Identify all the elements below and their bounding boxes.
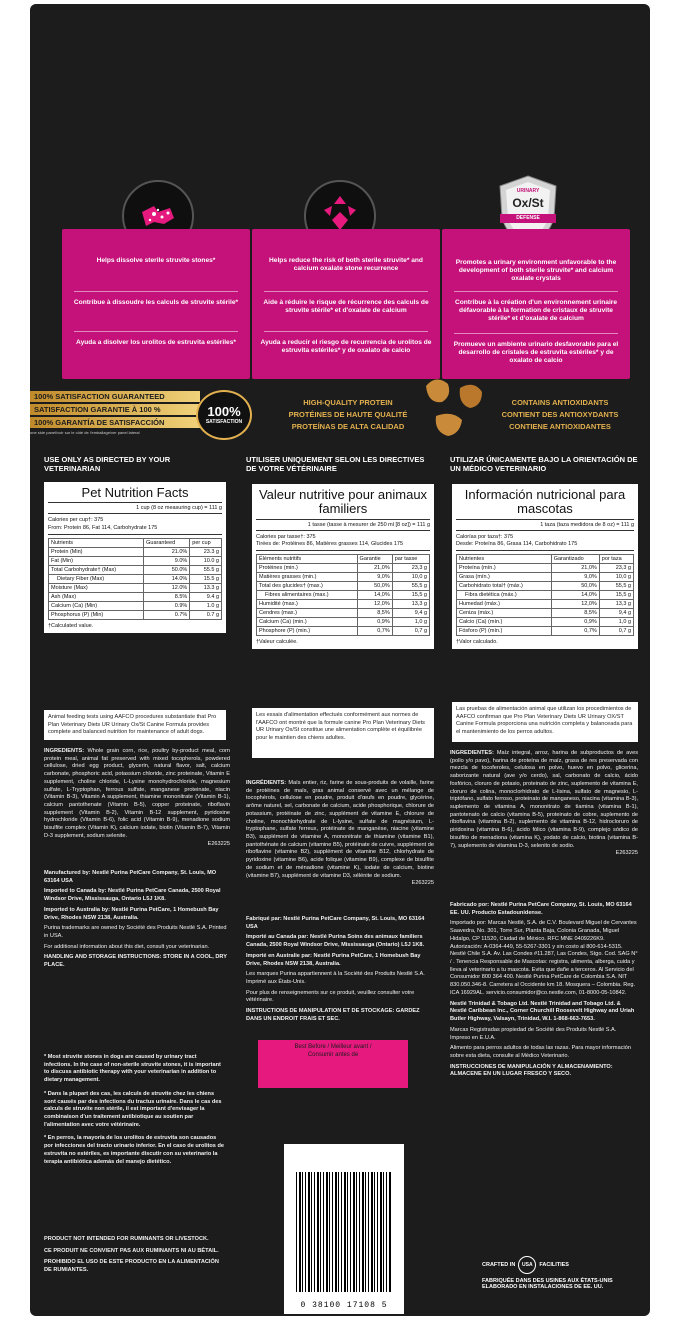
antioxidants-en: CONTAINS ANTIOXIDANTS [511, 398, 609, 407]
guaranteed: 21,0% [551, 564, 599, 573]
ruminants-en: PRODUCT NOT INTENDED FOR RUMINANTS OR LIVESTOCK. [44, 1236, 209, 1242]
trademark: Les marques Purina appartiennent à la Société des Produits Nestlé S.A. Imprimé aux États-Unis. [246, 971, 425, 986]
col-header: Nutrients [49, 539, 144, 548]
kibble-image [416, 372, 496, 452]
best-before-label-es: Consumir antes de [307, 1051, 359, 1058]
col-header: Éléments nutritifs [257, 555, 358, 564]
per-cup: 15,5 g [392, 591, 429, 600]
per-cup: 0,7 g [599, 627, 633, 636]
satisfaction-note: one side panel/voir sur le côté de l'emballage/ver panel lateral [30, 430, 140, 435]
protein-fr: PROTÉINES DE HAUTE QUALITÉ [288, 410, 408, 419]
serving-size: 1 tasse (tasse à mesurer de 250 ml [8 oz]) = 111 g [256, 520, 430, 531]
guaranteed: 0,9% [357, 618, 392, 627]
guaranteed: 8.5% [144, 593, 190, 602]
per-cup: 10,0 g [599, 573, 633, 582]
guaranteed: 8,5% [357, 609, 392, 618]
struvite-note-es: * En perros, la mayoría de los urolitos de estruvita son causados por infecciones del tracto urinario inferior. En el caso de urolitos de estruvita no estériles, es importante discutir con su veterinario la terapia antibiótica además del manejo dietético. [44, 1135, 224, 1165]
nutrient: Calcium (Ca) (min.) [257, 618, 358, 627]
batch-code: E263225 [615, 850, 638, 857]
guaranteed: 14,0% [551, 591, 599, 600]
benefit-panel-urinary-environment [442, 229, 630, 379]
per-cup: 13.3 g [190, 584, 222, 593]
nutrient: Ceniza (máx.) [457, 609, 552, 618]
guaranteed: 0,7% [357, 627, 392, 636]
divider [454, 333, 618, 334]
aafco-es: Las pruebas de alimentación animal que utilizan los procedimientos de AAFCO confirman que Pro Plan Veterinary Diets UR Urinary OX/ST Canine Formula proporciona una nutrición completa y balanceada para el mantenimiento de los perros adultos. [452, 702, 638, 742]
per-cup: 10,0 g [392, 573, 429, 582]
calories-breakdown: Desde: Proteína 86, Grasa 114, Carbohidrato 175 [456, 541, 578, 548]
calories-line: Calories par tasse†: 375 [256, 533, 316, 540]
table-row [257, 591, 430, 600]
protein-claim [288, 397, 408, 433]
table-row [257, 609, 430, 618]
benefit-fr: Aide à réduire le risque de récurrence des calculs de struvite stérile* et d'oxalate de calcium [263, 299, 429, 315]
batch-code: E263225 [207, 840, 230, 847]
table-row [457, 609, 634, 618]
per-cup: 0.7 g [190, 611, 222, 620]
per-cup: 13,3 g [392, 600, 429, 609]
ingredients-fr [246, 780, 434, 888]
importer-canada: Importé au Canada par: Nestlé Purina Soins des animaux familiers Canada, 2500 Royal Windsor Drive, Mississauga (Ontario) L5J 1K8. [246, 934, 425, 949]
table-row [257, 627, 430, 636]
importer-canada: Imported to Canada by: Nestlé Purina PetCare Canada, 2500 Royal Windsor Drive, Mississauga, Ontario L5J 1K8. [44, 888, 221, 903]
nutrition-facts-en [44, 482, 226, 633]
table-row [49, 611, 222, 620]
trademark: Purina trademarks are owned by Société des Produits Nestlé S.A. Printed in USA. [44, 925, 227, 940]
col-header: Nutrientes [457, 555, 552, 564]
importer-australia: Importé en Australie par: Nestlé Purina PetCare, 1 Homebush Bay Drive, Rhodes NSW 2138, Australia. [246, 952, 421, 967]
nutrient: Ash (Max) [49, 593, 144, 602]
direction-es: UTILIZAR ÚNICAMENTE BAJO LA ORIENTACIÓN DE UN MÉDICO VETERINARIO [450, 455, 638, 473]
consult-note: For additional information about this diet, consult your veterinarian. [44, 943, 210, 950]
benefit-es: Promueve un ambiente urinario desfavorable para el desarrollo de cristales de estruvita estériles* y de oxalato de calcio [453, 341, 619, 365]
nutrient: Cendres (max.) [257, 609, 358, 618]
ingredients-label: INGREDIENTS: [44, 748, 85, 754]
benefit-fr: Contribue à la création d'un environnement urinaire défavorable à la formation de cristaux de struvite stérile* et d'oxalate de calcium [454, 299, 618, 323]
per-cup: 23,3 g [599, 564, 633, 573]
divider [454, 291, 618, 292]
aafco-en: Animal feeding tests using AAFCO procedures substantiate that Pro Plan Veterinary Diets UR Urinary Ox/St Canine Formula provides complete and balanced nutrition for maintenance of adult dogs. [44, 710, 226, 740]
aafco-fr: Les essais d'alimentation effectués conformément aux normes de l'AAFCO ont montré que la formule canine Pro Plan Veterinary Diets UR Urinary Ox/St constitue une alimentation complète et équilibrée pour le maintien des chiens adultes. [252, 708, 434, 758]
nutrition-facts-fr [252, 484, 434, 649]
nutrient: Proteína (mín.) [457, 564, 552, 573]
nutrient: Grasa (mín.) [457, 573, 552, 582]
guaranteed: 21,0% [357, 564, 392, 573]
calories-line: Calorías por taza†: 375 [456, 533, 514, 540]
divider [264, 291, 428, 292]
benefit-en: Helps reduce the risk of both sterile struvite* and calcium oxalate stone recurrence [269, 257, 423, 273]
per-cup: 1,0 g [599, 618, 633, 627]
table-row [257, 600, 430, 609]
benefit-en: Helps dissolve sterile struvite stones* [96, 257, 216, 264]
guaranteed: 0,7% [551, 627, 599, 636]
divider [74, 291, 238, 292]
ruminants-fr: CE PRODUIT NE CONVIENT PAS AUX RUMINANTS NI AU BÉTAIL. [44, 1247, 219, 1254]
per-cup: 9,4 g [599, 609, 633, 618]
nutrient: Calcio (Ca) (mín.) [457, 618, 552, 627]
nutrient: Protein (Min) [49, 548, 144, 557]
table-row [49, 575, 222, 584]
defense-badge-main: Ox/St [512, 196, 544, 210]
table-row [49, 566, 222, 575]
table-row [457, 564, 634, 573]
satisfaction-block [30, 391, 200, 435]
per-cup: 55,5 g [599, 582, 633, 591]
benefit-panel-reduce-risk [252, 229, 440, 379]
serving-size: 1 cup (8 oz measuring cup) = 111 g [48, 503, 222, 514]
ruminants-warning [44, 1236, 224, 1275]
guaranteed: 0.9% [144, 602, 190, 611]
nutrient: Fat (Min) [49, 557, 144, 566]
calories [256, 531, 430, 552]
guaranteed: 21.0% [144, 548, 190, 557]
crafted-fr: FABRIQUÉE DANS DES USINES AUX ÉTATS-UNIS [482, 1278, 613, 1284]
antioxidants-es: CONTIENE ANTIOXIDANTES [509, 422, 611, 431]
nutrient: Phosphorus (P) (Min) [49, 611, 144, 620]
per-cup: 55,5 g [392, 582, 429, 591]
defense-badge-bottom: DEFENSE [516, 215, 540, 221]
benefit-es: Ayuda a disolver los urolitos de estruvita estériles* [76, 339, 236, 346]
crafted-es: ELABORADO EN INSTALACIONES DE EE. UU. [482, 1284, 604, 1290]
guaranteed: 0.7% [144, 611, 190, 620]
nutrient: Humedad (máx.) [457, 600, 552, 609]
table-row [257, 573, 430, 582]
per-cup: 10.0 g [190, 557, 222, 566]
satisfaction-fr: SATISFACTION GARANTIE À 100 % [30, 404, 200, 415]
trademark: Marcas Registradas propiedad de Société des Produits Nestlé S.A. Impreso en E.U.A. [450, 1026, 617, 1041]
nutrient: Calcium (Ca) (Min) [49, 602, 144, 611]
guaranteed: 9,0% [357, 573, 392, 582]
guaranteed: 0,9% [551, 618, 599, 627]
nutrient: Matières grasses (min.) [257, 573, 358, 582]
guaranteed: 8,5% [551, 609, 599, 618]
manufacturer: Fabricado por: Nestlé Purina PetCare Company, St. Louis, MO 63164 EE. UU. Producto Estadounidense. [450, 902, 632, 916]
per-cup: 15,5 g [599, 591, 633, 600]
table-row [49, 548, 222, 557]
nutrient: Fósforo (P) (mín.) [457, 627, 552, 636]
manufacturer: Fabriqué par: Nestlé Purina PetCare Company, St. Louis, MO 63164 USA [246, 916, 425, 930]
calories [48, 514, 222, 535]
company-info-en [44, 870, 230, 970]
satisfaction-es: 100% GARANTÍA DE SATISFACCIÓN [30, 417, 200, 428]
per-cup: 55.5 g [190, 566, 222, 575]
seal-word: SATISFACTION [205, 419, 243, 425]
calories-breakdown: From: Protein 86, Fat 114, Carbohydrate 175 [48, 524, 158, 531]
guaranteed: 50,0% [357, 582, 392, 591]
batch-code: E263225 [411, 880, 434, 887]
table-row [49, 584, 222, 593]
footnote: †Calculated value. [48, 623, 94, 630]
col-header: per cup [190, 539, 222, 548]
nutrition-title: Pet Nutrition Facts [48, 486, 222, 503]
guaranteed: 12,0% [357, 600, 392, 609]
nutrient: Fibra dietética (máx.) [457, 591, 552, 600]
table-row [457, 600, 634, 609]
guaranteed: 12.0% [144, 584, 190, 593]
direction-en: USE ONLY AS DIRECTED BY YOUR VETERINARIAN [44, 455, 171, 473]
table-row [457, 573, 634, 582]
nutrient-table [256, 554, 430, 636]
table-row [49, 557, 222, 566]
per-cup: 15.5 g [190, 575, 222, 584]
struvite-note-fr: * Dans la plupart des cas, les calculs de struvite chez les chiens sont causés par des infections du tractus urinaire. Dans le cas des calculs de struvite non stérile, il est important d'envisager la combinaison d'un traitement antibiotique au soutien par l'alimentation avec votre vétérinaire. [44, 1090, 222, 1128]
divider [74, 331, 238, 332]
protein-es: PROTEÍNAS DE ALTA CALIDAD [291, 422, 405, 431]
table-row [257, 564, 430, 573]
ingredients-text: Maíz integral, arroz, harina de subproductos de aves (pollo y/o pavo), harina de proteína de maíz, grasa de res preservada con mezcla de tocoferoles, celulosa en polvo, huevo en polvo, glicerina, saborizante natural (ave y/o cerdo), sal, carbonato de calcio, ácido fosfórico, cloruro de potasio, proteinato de zinc, suplemento de vitamina E, cloruro de colina, monoclorhidrato de L-lisina, sulfato de magnesio, L-triptófano, sulfato ferroso, proteinato de manganeso, niacina (vitamina B-3), suplemento de vitamina A, mononitrato de tiamina (vitamina B-1), pantotenato de calcio (vitamina B-5), proteinato de cobre, suplemento de riboflavina (vitamina B-2), suplemento de vitamina B-12, hidrocloruro de piridoxina (vitamina B-6), ácido fólico (vitamina B-9), complejo sódico de bisulfito de menadiona (vitamina K), yodato de calcio, biotina (vitamina B-7), suplemento de vitamina D-3, selenito de sodio. [450, 750, 638, 849]
footnote: †Valor calculado. [456, 639, 498, 646]
nutrient-table [456, 554, 634, 636]
benefit-en: Promotes a urinary environment unfavorable to the development of both sterile struvite* and calcium oxalate crystals [455, 259, 617, 283]
defense-badge-top: URINARY [516, 188, 540, 194]
col-header: Garantie [357, 555, 392, 564]
crafted-prefix: CRAFTED IN [482, 1262, 516, 1268]
nutrient: Total des glucides† (max.) [257, 582, 358, 591]
importer-australia: Imported to Australia by: Nestlé Purina PetCare, 1 Homebush Bay Drive, Rhodes NSW 2138, Australia. [44, 906, 219, 921]
nutrient: Carbohidrato total† (máx.) [457, 582, 552, 591]
ingredients-text: Maïs entier, riz, farine de sous-produits de volaille, farine de protéines de maïs, gras animal conservé avec un mélange de tocophérols, cellulose en poudre, produit d'œufs en poudre, glycérine, arôme naturel, sel, carbonate de calcium, acide phosphorique, chlorure de potassium, protéinate de zinc, supplément de vitamine E, chlorure de choline, monochlorhydrate de L-lysine, sulfate de magnésium, L-tryptophane, sulfate ferreux, protéinate de manganèse, niacine (vitamine B3), supplément de vitamine A, mononitrate de thiamine (vitamine B1), pantothénate de calcium (vitamine B5), protéinate de cuivre, supplément de riboflavine (vitamine B2), supplément de vitamine B12, chlorhydrate de pyridoxine (vitamine B6), acide folique (vitamine B9), complexe de bisulfite de sodium et de ménadione (vitamine K), iodate de calcium, biotine (vitamine B7), supplément de vitamine D3, sélénite de sodium. [246, 780, 434, 879]
direction-fr: UTILISER UNIQUEMENT SELON LES DIRECTIVES DE VOTRE VÉTÉRINAIRE [246, 455, 425, 473]
nutrient-table [48, 538, 222, 620]
struvite-notes [44, 1054, 224, 1166]
bag-back-panel [30, 4, 650, 1316]
company-info-fr [246, 916, 434, 1024]
ingredients-text: Whole grain corn, rice, poultry by-product meal, corn protein meal, animal fat preserved with mixed tocopherols, powdered cellulose, dried egg product, glycerin, natural flavor, salt, calcium carbonate, phosphoric acid, potassium chloride, zinc proteinate, Vitamin E supplement, choline chloride, L-Lysine monohydrochloride, magnesium sulfate, L-Tryptophan, ferrous sulfate, manganese proteinate, niacin (Vitamin B-3), Vitamin A supplement, thiamine mononitrate (Vitamin B-1), calcium pantothenate (Vitamin B-5), copper proteinate, riboflavin supplement (Vitamin B-2), Vitamin B-12 supplement, pyridoxine hydrochloride (Vitamin B-6), folic acid (Vitamin B-9), menadione sodium bisulfite complex (Vitamin K), calcium iodate, biotin (Vitamin B-7), Vitamin D-3 supplement, sodium selenite. [44, 748, 230, 839]
serving-size: 1 taza (taza medidora de 8 oz) = 111 g [456, 520, 634, 531]
importer: Importado por: Marcas Nestlé, S.A. de C.V. Boulevard Miguel de Cervantes Saavedra, No. 301, Torre Sur, Planta Baja, Colonia Granada, Miguel Hidalgo, CP 11520, Ciudad de México. RFC MNE 0409226K9. Autorización: A-0364-449, 55-5267-3301 y sin costo al 800-614-5315. Nestlé Chile S.A. Av. Las Condes #11.287, Las Condes, Stgo. Cod. SAG N° / . Tenencia Responsable de Mascotas: registra, alimenta, alberga, cuida y lleva al veterinario a tu mascota. Evita que dañe a terceros. Al Servicio del Consumidor 800 364 400. Nestlé Purina PetCare de Colombia S.A. NIT 830.050.346-8. Carretera al Occidente km 18. Mosquera – Colombia. Reg. ICA 16929AL. servicio.consumidor@co.nestle.com, 01-8000-05-10842. [450, 920, 638, 996]
crafted-in-usa [482, 1256, 642, 1290]
ruminants-es: PROHIBIDO EL USO DE ESTE PRODUCTO EN LA ALIMENTACIÓN DE RUMIANTES. [44, 1259, 219, 1274]
antioxidants-fr: CONTIENT DES ANTIOXYDANTS [501, 410, 619, 419]
per-cup: 23,3 g [392, 564, 429, 573]
struvite-note-en: * Most struvite stones in dogs are caused by urinary tract infections. In the case of non-sterile struvite stones, it is important to discuss antibiotic therapy with your veterinarian in addition to dietary management. [44, 1054, 221, 1084]
calories-breakdown: Tirées de: Protéines 86, Matières grasses 114, Glucides 175 [256, 541, 404, 548]
table-row [457, 582, 634, 591]
best-before-box [258, 1040, 408, 1088]
per-cup: 0,7 g [392, 627, 429, 636]
divider [264, 331, 428, 332]
per-cup: 1.0 g [190, 602, 222, 611]
calories [456, 531, 634, 552]
guaranteed: 50.0% [144, 566, 190, 575]
col-header: par tasse [392, 555, 429, 564]
per-cup: 23.3 g [190, 548, 222, 557]
ingredients-es [450, 750, 638, 858]
col-header: por taza [599, 555, 633, 564]
storage: INSTRUCTIONS DE MANIPULATION ET DE STOCKAGE: GARDEZ DANS UN ENDROIT FRAIS ET SEC. [246, 1008, 420, 1022]
benefit-es: Ayuda a reducir el riesgo de recurrencia de urolitos de estruvita estériles* y de oxalato de calcio [260, 339, 432, 355]
storage: HANDLING AND STORAGE INSTRUCTIONS: STORE IN A COOL, DRY PLACE. [44, 954, 227, 969]
nutrition-title: Valeur nutritive pour animaux familiers [256, 488, 430, 520]
protein-en: HIGH-QUALITY PROTEIN [303, 398, 393, 407]
trinidad-distributor: Nestlé Trinidad & Tobago Ltd. Nestlé Trinidad and Tobago Ltd. & Nestlé Caribbean Inc., Corner Churchill Roosevelt Highway and Uriah Butler Highway, Valsayn, Trinidad, W.I. 1-868-663-7653. [450, 1000, 635, 1023]
guaranteed: 12,0% [551, 600, 599, 609]
satisfaction-en: 100% SATISFACTION GUARANTEED [30, 391, 200, 402]
nutrient: Fibres alimentaires (max.) [257, 591, 358, 600]
benefit-panel-dissolve [62, 229, 250, 379]
manufacturer: Manufactured by: Nestlé Purina PetCare Company, St. Louis, MO 63164 USA [44, 870, 217, 884]
nutrition-facts-es [452, 484, 638, 649]
footnote: †Valeur calculée. [256, 639, 298, 646]
per-cup: 1,0 g [392, 618, 429, 627]
table-row [257, 618, 430, 627]
table-row [457, 618, 634, 627]
ingredients-en [44, 748, 230, 848]
table-row [457, 627, 634, 636]
barcode-bars [296, 1172, 392, 1292]
table-row [49, 602, 222, 611]
col-header: Guaranteed [144, 539, 190, 548]
storage: INSTRUCCIONES DE MANIPULACIÓN Y ALMACENAMIENTO: ALMACENE EN UN LUGAR FRESCO Y SECO. [450, 1063, 613, 1078]
barcode [284, 1144, 404, 1314]
antioxidants-claim [500, 397, 620, 433]
nutrient: Moisture (Max) [49, 584, 144, 593]
col-header: Garantizado [551, 555, 599, 564]
per-cup: 13,3 g [599, 600, 633, 609]
per-cup: 9.4 g [190, 593, 222, 602]
nutrient: Dietary Fiber (Max) [49, 575, 144, 584]
company-info-es [450, 902, 638, 1079]
satisfaction-seal [196, 390, 252, 440]
ingredients-label: INGREDIENTES: [450, 750, 494, 756]
usa-badge: USA [518, 1256, 536, 1274]
seal-percent: 100% [207, 404, 241, 419]
nutrient: Protéines (min.) [257, 564, 358, 573]
ingredients-label: INGRÉDIENTS: [246, 780, 287, 786]
guaranteed: 50,0% [551, 582, 599, 591]
nutrient: Phosphore (P) (min.) [257, 627, 358, 636]
nutrition-title: Información nutricional para mascotas [456, 488, 634, 520]
calories-line: Calories per cup†: 375 [48, 517, 104, 524]
table-row [457, 591, 634, 600]
consult-note: Alimento para perros adultos de todas las razas. Para mayor información sobre esta dieta, consulte al Médico Veterinario. [450, 1045, 631, 1059]
guaranteed: 14,0% [357, 591, 392, 600]
best-before-label: Best Before / Meilleur avant / [294, 1044, 372, 1050]
nutrient: Humidité (max.) [257, 600, 358, 609]
crafted-suffix: FACILITIES [539, 1262, 569, 1268]
table-row [257, 582, 430, 591]
barcode-number: 0 38100 17108 5 [300, 1301, 388, 1310]
benefit-fr: Contribue à dissoudre les calculs de struvite stérile* [73, 299, 239, 306]
guaranteed: 14.0% [144, 575, 190, 584]
per-cup: 9,4 g [392, 609, 429, 618]
nutrient: Total Carbohydrate† (Max) [49, 566, 144, 575]
consult-note: Pour plus de renseignements sur ce produit, veuillez consulter votre vétérinaire. [246, 989, 415, 1004]
guaranteed: 9,0% [551, 573, 599, 582]
table-row [49, 593, 222, 602]
guaranteed: 9.0% [144, 557, 190, 566]
